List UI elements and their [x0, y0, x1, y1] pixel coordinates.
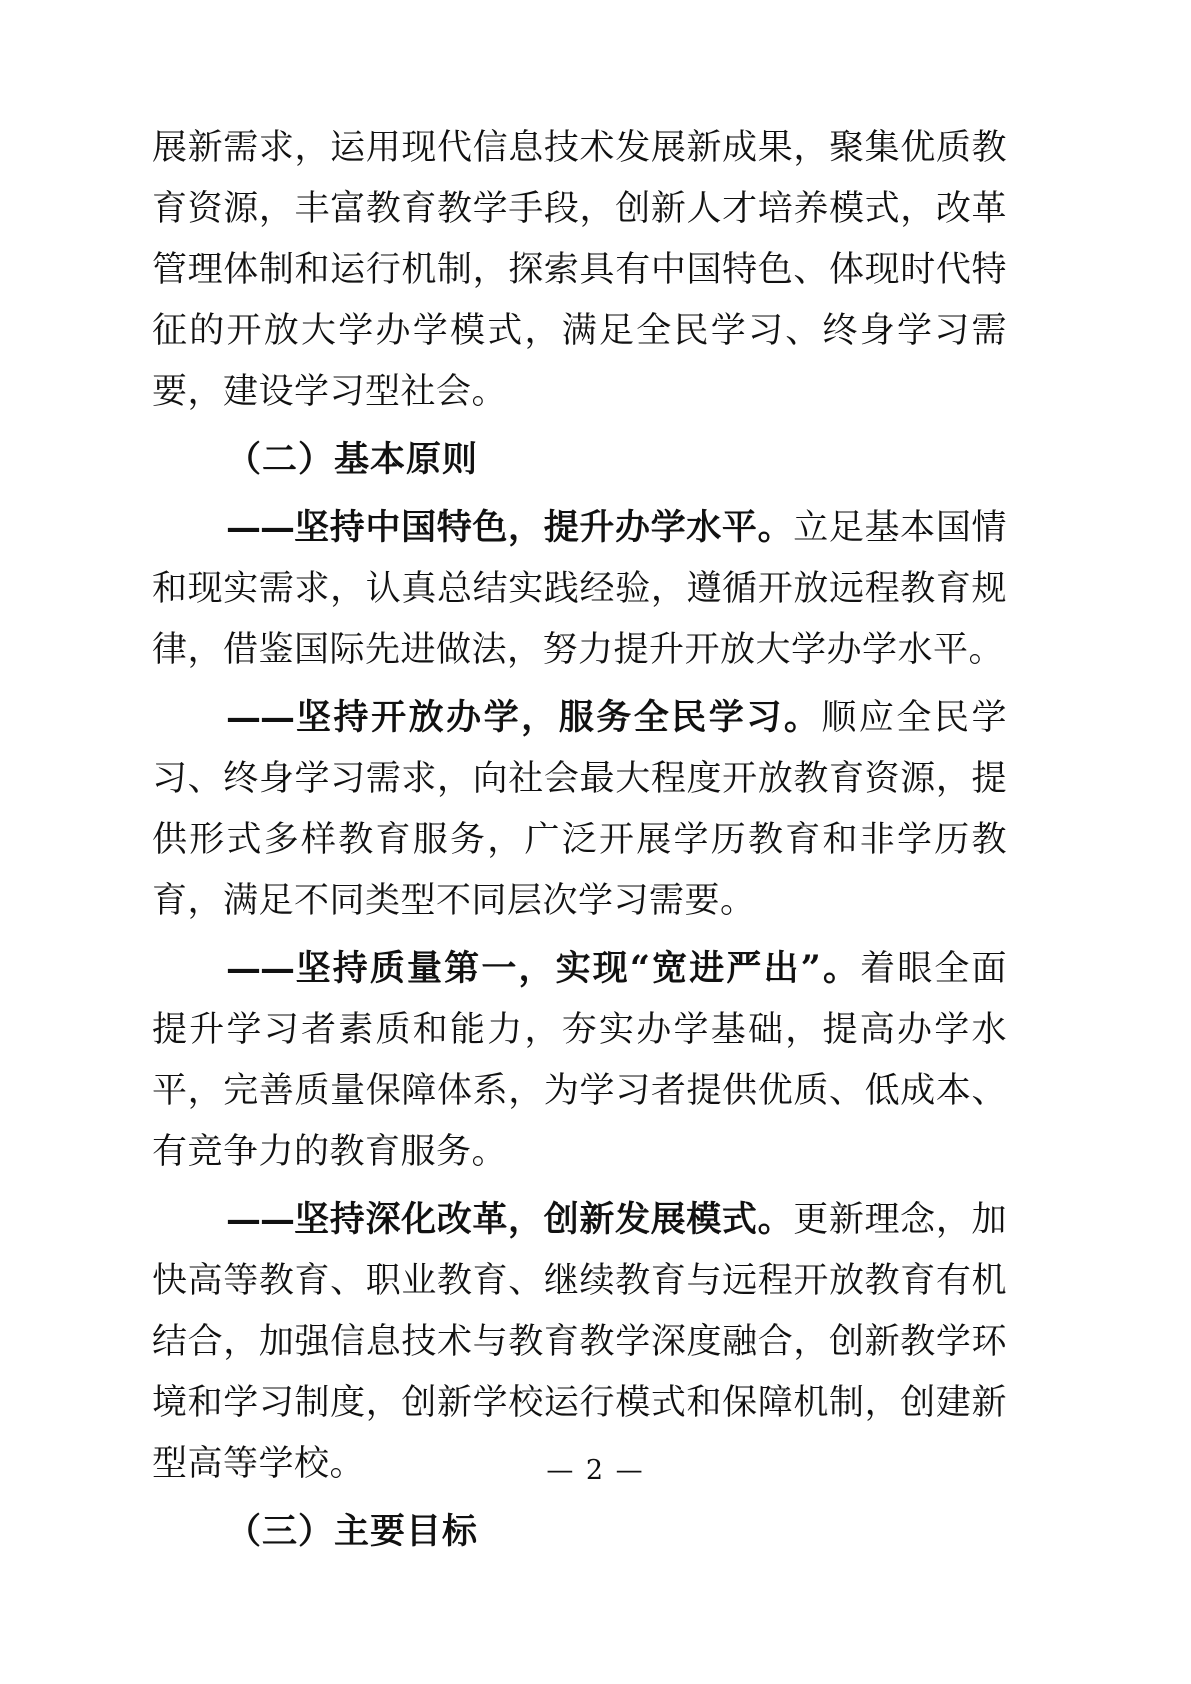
principle-lead: 坚持中国特色，提升办学水平。 — [294, 507, 794, 548]
principle-lead: 坚持质量第一，实现“宽进严出”。 — [294, 948, 861, 989]
principle-lead: 坚持深化改革，创新发展模式。 — [294, 1199, 794, 1240]
principle-item-3 — [152, 938, 1007, 1183]
principle-text: 更新理念，加快高等教育、职业教育、继续教育与远程开放教育有机结合，加强信息技术与教育教学深度融合，创新教学环境和学习制度，创新学校运行模式和保障机制，创建新型高等学校。 — [152, 1200, 1007, 1484]
paragraph-continued — [152, 118, 1007, 423]
heading-text: （二）基本原则 — [226, 439, 479, 480]
heading-text: （三）主要目标 — [226, 1511, 479, 1552]
principle-item-1 — [152, 497, 1007, 681]
principle-dash: —— — [226, 948, 294, 989]
principle-text: 顺应全民学习、终身学习需求，向社会最大程度开放教育资源，提供形式多样教育服务，广泛开展学历教育和非学历教育，满足不同类型不同层次学习需要。 — [152, 698, 1007, 921]
principle-text: 立足基本国情和现实需求，认真总结实践经验，遵循开放远程教育规律，借鉴国际先进做法，努力提升开放大学办学水平。 — [152, 508, 1007, 670]
principle-text: 着眼全面提升学习者素质和能力，夯实办学基础，提高办学水平，完善质量保障体系，为学习者提供优质、低成本、有竞争力的教育服务。 — [152, 949, 1007, 1172]
document-body — [152, 118, 1007, 1565]
principle-dash: —— — [226, 507, 294, 548]
principle-dash: —— — [226, 697, 294, 738]
principle-dash: —— — [226, 1199, 294, 1240]
page-number: — 2 — — [546, 1455, 645, 1486]
principle-lead: 坚持开放办学，服务全民学习。 — [294, 697, 822, 738]
paragraph-text: 展新需求，运用现代信息技术发展新成果，聚集优质教育资源，丰富教育教学手段，创新人才培养模式，改革管理体制和运行机制，探索具有中国特色、体现时代特征的开放大学办学模式，满足全民学习、终身学习需要，建设学习型社会。 — [152, 128, 1007, 412]
heading-main-goals — [152, 1501, 1007, 1563]
principle-item-2 — [152, 687, 1007, 932]
principle-item-4 — [152, 1189, 1007, 1495]
heading-basic-principles — [152, 429, 1007, 491]
